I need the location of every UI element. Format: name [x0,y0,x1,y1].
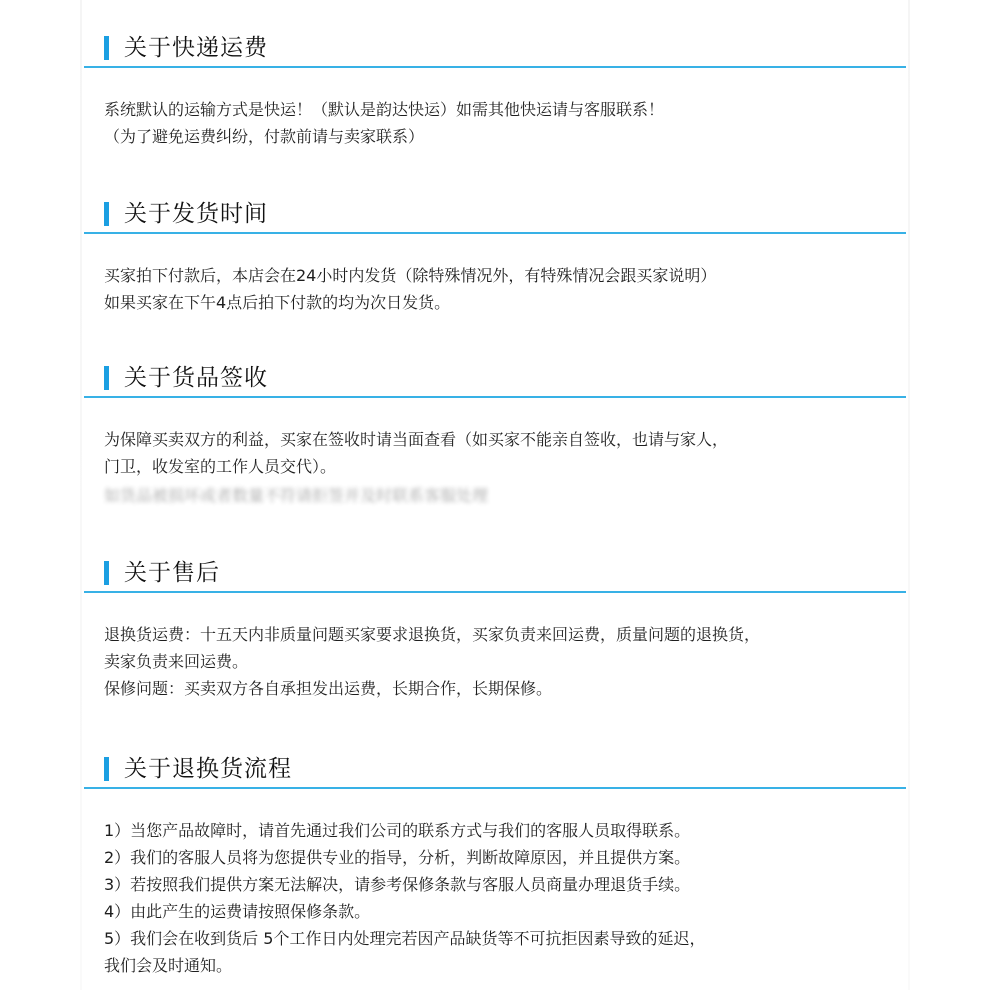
section-header [84,30,906,68]
body-line: 如果买家在下午4点后拍下付款的均为次日发货。 [104,293,451,312]
section-title: 关于发货时间 [124,201,268,227]
accent-bar [104,36,109,60]
body-line: 为保障买卖双方的利益，买家在签收时请当面查看（如买家不能亲自签收，也请与家人， [104,430,729,449]
section-shipping-fee [84,30,906,150]
section-title: 关于售后 [124,560,220,586]
body-line: 3）若按照我们提供方案无法解决，请参考保修条款与客服人员商量办理退货手续。 [104,875,691,894]
section-goods-receipt [84,360,906,509]
section-shipping-time [84,196,906,316]
body-line: 4）由此产生的运费请按照保修条款。 [104,902,371,921]
body-line: 2）我们的客服人员将为您提供专业的指导，分析，判断故障原因，并且提供方案。 [104,848,691,867]
accent-bar [104,561,109,585]
section-header [84,751,906,789]
section-header [84,196,906,234]
section-return-process [84,751,906,979]
body-line: （为了避免运费纠纷，付款前请与卖家联系） [104,127,425,146]
body-line: 我们会及时通知。 [104,956,233,975]
body-line: 门卫，收发室的工作人员交代）。 [104,457,337,476]
section-body [84,398,906,509]
section-body [84,234,906,316]
section-body [84,68,906,150]
blurred-line: 如货品被损坏或者数量不符请拒签并及时联系客服处理 [104,486,489,505]
body-line: 买家拍下付款后，本店会在24小时内发货（除特殊情况外，有特殊情况会跟买家说明） [104,266,717,285]
section-body [84,593,906,702]
body-line: 退换货运费：十五天内非质量问题买家要求退换货，买家负责来回运费，质量问题的退换货， [104,625,761,644]
body-line: 1）当您产品故障时，请首先通过我们公司的联系方式与我们的客服人员取得联系。 [104,821,691,840]
accent-bar [104,202,109,226]
body-line: 系统默认的运输方式是快运！（默认是韵达快运）如需其他快运请与客服联系！ [104,100,665,119]
section-title: 关于退换货流程 [124,756,292,782]
section-title: 关于快递运费 [124,35,268,61]
body-line: 保修问题：买卖双方各自承担发出运费，长期合作，长期保修。 [104,679,553,698]
section-title: 关于货品签收 [124,365,268,391]
body-line: 5）我们会在收到货后 5个工作日内处理完若因产品缺货等不可抗拒因素导致的延迟， [104,929,706,948]
section-after-sales [84,555,906,702]
body-line: 卖家负责来回运费。 [104,652,249,671]
accent-bar [104,757,109,781]
section-header [84,360,906,398]
accent-bar [104,366,109,390]
section-header [84,555,906,593]
section-body [84,789,906,979]
